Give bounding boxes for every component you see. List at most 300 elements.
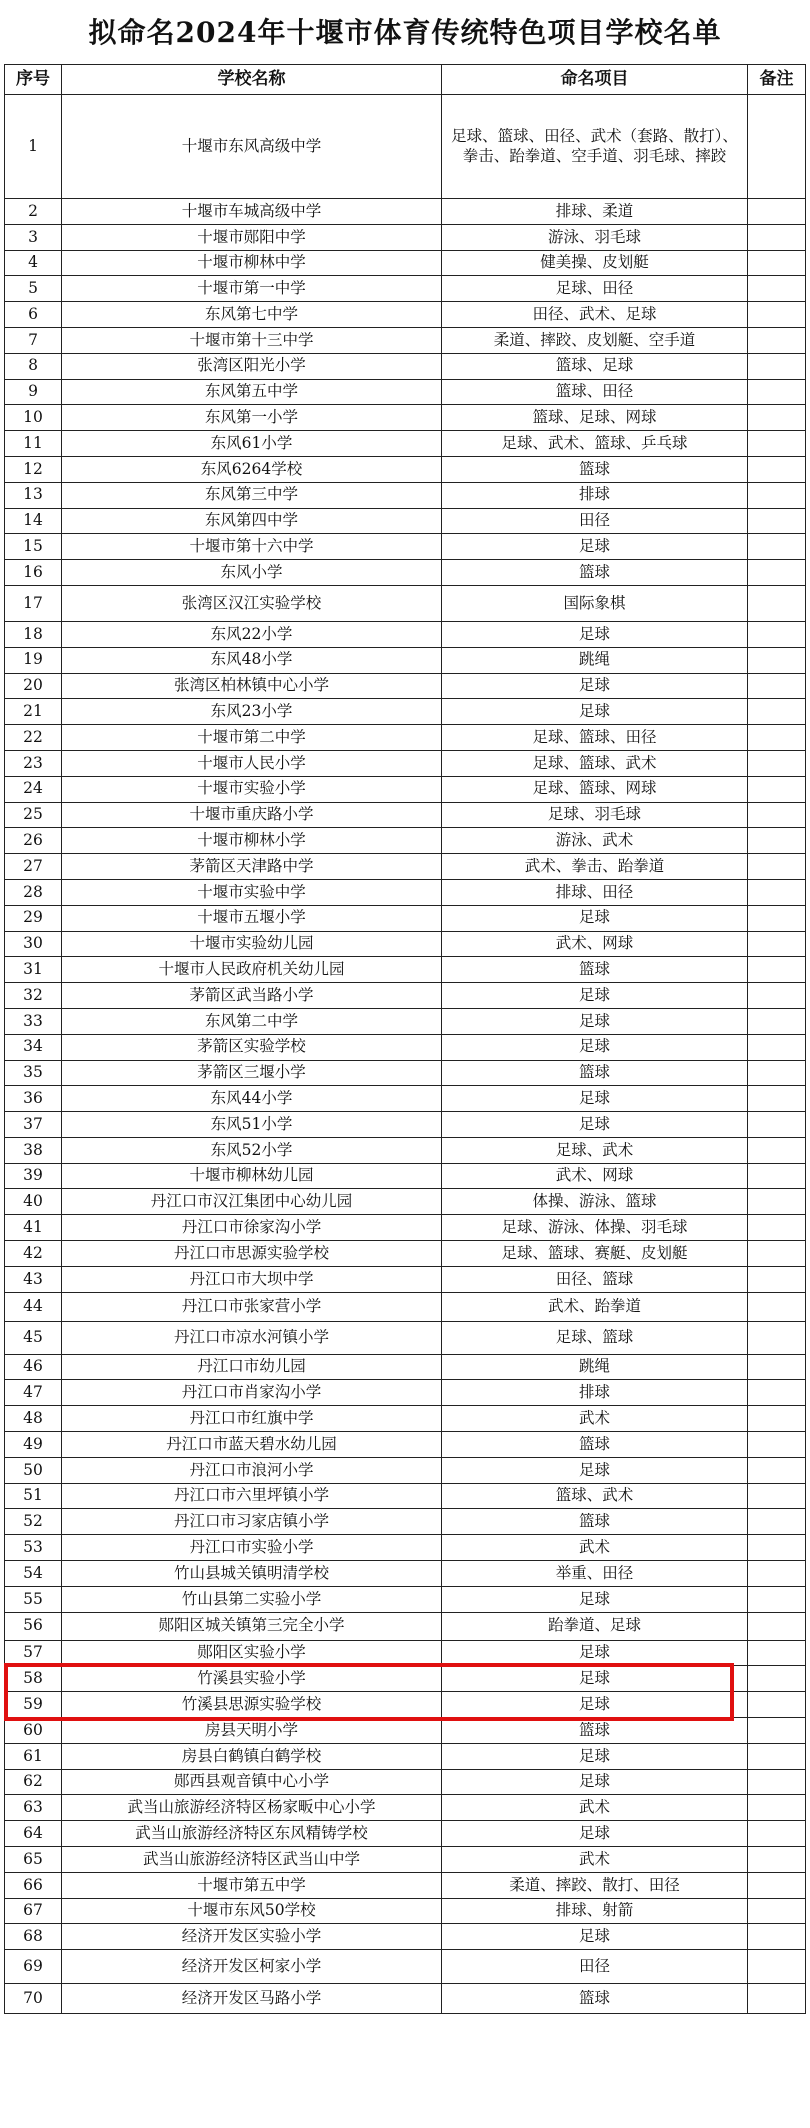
row-number-cell: 17 bbox=[4, 586, 62, 622]
sport-items-cell: 足球 bbox=[442, 1458, 748, 1484]
note-cell bbox=[748, 1086, 806, 1112]
sport-items-cell: 足球 bbox=[442, 906, 748, 932]
school-name-cell: 东风6264学校 bbox=[62, 457, 442, 483]
row-number-cell: 6 bbox=[4, 302, 62, 328]
header-note: 备注 bbox=[748, 64, 806, 95]
school-name-cell: 丹江口市肖家沟小学 bbox=[62, 1380, 442, 1406]
school-name-cell: 房县天明小学 bbox=[62, 1718, 442, 1744]
sport-items-cell: 足球、田径 bbox=[442, 276, 748, 302]
school-name-cell: 丹江口市六里坪镇小学 bbox=[62, 1484, 442, 1510]
row-number-cell: 58 bbox=[4, 1666, 62, 1692]
school-name-cell: 丹江口市汉江集团中心幼儿园 bbox=[62, 1189, 442, 1215]
school-name-cell: 丹江口市幼儿园 bbox=[62, 1355, 442, 1381]
sport-items-cell: 排球、柔道 bbox=[442, 199, 748, 225]
table-row bbox=[4, 725, 806, 751]
school-name-cell: 武当山旅游经济特区武当山中学 bbox=[62, 1847, 442, 1873]
note-cell bbox=[748, 1432, 806, 1458]
note-cell bbox=[748, 751, 806, 777]
school-name-cell: 茅箭区三堰小学 bbox=[62, 1061, 442, 1087]
note-cell bbox=[748, 1718, 806, 1744]
row-number-cell: 39 bbox=[4, 1164, 62, 1190]
row-number-cell: 66 bbox=[4, 1873, 62, 1899]
row-number-cell: 32 bbox=[4, 983, 62, 1009]
row-number-cell: 8 bbox=[4, 354, 62, 380]
sport-items-cell: 健美操、皮划艇 bbox=[442, 251, 748, 277]
sport-items-cell: 田径、篮球 bbox=[442, 1267, 748, 1293]
table-row bbox=[4, 1613, 806, 1641]
sport-items-cell: 排球 bbox=[442, 483, 748, 509]
school-name-cell: 茅箭区武当路小学 bbox=[62, 983, 442, 1009]
table-row bbox=[4, 251, 806, 277]
school-name-cell: 丹江口市大坝中学 bbox=[62, 1267, 442, 1293]
sport-items-cell: 柔道、摔跤、皮划艇、空手道 bbox=[442, 328, 748, 354]
row-number-cell: 57 bbox=[4, 1641, 62, 1667]
row-number-cell: 52 bbox=[4, 1509, 62, 1535]
note-cell bbox=[748, 586, 806, 622]
sport-items-cell: 武术 bbox=[442, 1795, 748, 1821]
school-name-cell: 丹江口市蓝天碧水幼儿园 bbox=[62, 1432, 442, 1458]
table-row bbox=[4, 560, 806, 586]
note-cell bbox=[748, 1484, 806, 1510]
note-cell bbox=[748, 1009, 806, 1035]
sport-items-cell: 柔道、摔跤、散打、田径 bbox=[442, 1873, 748, 1899]
note-cell bbox=[748, 1795, 806, 1821]
sport-items-cell: 跳绳 bbox=[442, 1355, 748, 1381]
row-number-cell: 20 bbox=[4, 674, 62, 700]
table-row bbox=[4, 1432, 806, 1458]
note-cell bbox=[748, 648, 806, 674]
school-name-cell: 十堰市东风50学校 bbox=[62, 1899, 442, 1925]
row-number-cell: 51 bbox=[4, 1484, 62, 1510]
sport-items-cell: 篮球、足球 bbox=[442, 354, 748, 380]
school-name-cell: 十堰市第一中学 bbox=[62, 276, 442, 302]
row-number-cell: 11 bbox=[4, 431, 62, 457]
row-number-cell: 70 bbox=[4, 1984, 62, 2014]
table-row bbox=[4, 1666, 806, 1692]
sport-items-cell: 足球 bbox=[442, 983, 748, 1009]
sport-items-cell: 足球、游泳、体操、羽毛球 bbox=[442, 1215, 748, 1241]
school-name-cell: 十堰市柳林幼儿园 bbox=[62, 1164, 442, 1190]
school-name-cell: 郧阳区城关镇第三完全小学 bbox=[62, 1613, 442, 1641]
school-name-cell: 十堰市第十三中学 bbox=[62, 328, 442, 354]
school-name-cell: 张湾区阳光小学 bbox=[62, 354, 442, 380]
school-name-cell: 东风第五中学 bbox=[62, 380, 442, 406]
note-cell bbox=[748, 251, 806, 277]
table-row bbox=[4, 1086, 806, 1112]
sport-items-cell: 篮球、足球、网球 bbox=[442, 405, 748, 431]
row-number-cell: 1 bbox=[4, 95, 62, 199]
row-number-cell: 18 bbox=[4, 622, 62, 648]
note-cell bbox=[748, 1666, 806, 1692]
row-number-cell: 54 bbox=[4, 1561, 62, 1587]
table-row bbox=[4, 1718, 806, 1744]
note-cell bbox=[748, 828, 806, 854]
table-row bbox=[4, 276, 806, 302]
note-cell bbox=[748, 560, 806, 586]
row-number-cell: 26 bbox=[4, 828, 62, 854]
note-cell bbox=[748, 509, 806, 535]
sport-items-cell: 足球 bbox=[442, 674, 748, 700]
table-row bbox=[4, 1899, 806, 1925]
table-row bbox=[4, 777, 806, 803]
sport-items-cell: 足球 bbox=[442, 622, 748, 648]
note-cell bbox=[748, 276, 806, 302]
note-cell bbox=[748, 1899, 806, 1925]
table-row bbox=[4, 1847, 806, 1873]
row-number-cell: 68 bbox=[4, 1924, 62, 1950]
row-number-cell: 7 bbox=[4, 328, 62, 354]
school-name-cell: 东风52小学 bbox=[62, 1138, 442, 1164]
school-name-cell: 东风第二中学 bbox=[62, 1009, 442, 1035]
table-row bbox=[4, 983, 806, 1009]
note-cell bbox=[748, 431, 806, 457]
row-number-cell: 53 bbox=[4, 1535, 62, 1561]
table-row bbox=[4, 509, 806, 535]
sport-items-cell: 田径 bbox=[442, 1950, 748, 1984]
note-cell bbox=[748, 380, 806, 406]
school-name-cell: 东风第一小学 bbox=[62, 405, 442, 431]
school-name-cell: 竹溪县思源实验学校 bbox=[62, 1692, 442, 1718]
note-cell bbox=[748, 457, 806, 483]
note-cell bbox=[748, 1189, 806, 1215]
row-number-cell: 56 bbox=[4, 1613, 62, 1641]
row-number-cell: 33 bbox=[4, 1009, 62, 1035]
sport-items-cell: 篮球 bbox=[442, 560, 748, 586]
note-cell bbox=[748, 1293, 806, 1322]
sport-items-cell: 足球 bbox=[442, 1641, 748, 1667]
table-row bbox=[4, 1241, 806, 1267]
row-number-cell: 62 bbox=[4, 1770, 62, 1796]
school-name-cell: 丹江口市浪河小学 bbox=[62, 1458, 442, 1484]
table-row bbox=[4, 803, 806, 829]
school-name-cell: 十堰市第二中学 bbox=[62, 725, 442, 751]
row-number-cell: 24 bbox=[4, 777, 62, 803]
sport-items-cell: 跆拳道、足球 bbox=[442, 1613, 748, 1641]
table-row bbox=[4, 648, 806, 674]
school-name-cell: 茅箭区实验学校 bbox=[62, 1035, 442, 1061]
row-number-cell: 34 bbox=[4, 1035, 62, 1061]
note-cell bbox=[748, 199, 806, 225]
school-name-cell: 东风第七中学 bbox=[62, 302, 442, 328]
row-number-cell: 3 bbox=[4, 225, 62, 251]
table-row bbox=[4, 1984, 806, 2014]
school-name-cell: 郧西县观音镇中心小学 bbox=[62, 1770, 442, 1796]
school-name-cell: 张湾区汉江实验学校 bbox=[62, 586, 442, 622]
sport-items-cell: 武术 bbox=[442, 1847, 748, 1873]
sport-items-cell: 足球、篮球、赛艇、皮划艇 bbox=[442, 1241, 748, 1267]
school-name-cell: 丹江口市徐家沟小学 bbox=[62, 1215, 442, 1241]
row-number-cell: 31 bbox=[4, 957, 62, 983]
note-cell bbox=[748, 1509, 806, 1535]
sport-items-cell: 足球、篮球、网球 bbox=[442, 777, 748, 803]
note-cell bbox=[748, 957, 806, 983]
note-cell bbox=[748, 1984, 806, 2014]
row-number-cell: 22 bbox=[4, 725, 62, 751]
row-number-cell: 9 bbox=[4, 380, 62, 406]
sport-items-cell: 游泳、武术 bbox=[442, 828, 748, 854]
school-name-cell: 十堰市实验小学 bbox=[62, 777, 442, 803]
note-cell bbox=[748, 1241, 806, 1267]
row-number-cell: 61 bbox=[4, 1744, 62, 1770]
school-name-cell: 十堰市实验幼儿园 bbox=[62, 932, 442, 958]
sport-items-cell: 篮球 bbox=[442, 1718, 748, 1744]
sport-items-cell: 足球 bbox=[442, 1770, 748, 1796]
note-cell bbox=[748, 405, 806, 431]
table-row bbox=[4, 1267, 806, 1293]
note-cell bbox=[748, 1138, 806, 1164]
school-name-cell: 东风小学 bbox=[62, 560, 442, 586]
school-name-cell: 东风第四中学 bbox=[62, 509, 442, 535]
table-row bbox=[4, 1821, 806, 1847]
row-number-cell: 12 bbox=[4, 457, 62, 483]
sport-items-cell: 篮球 bbox=[442, 1509, 748, 1535]
table-row bbox=[4, 622, 806, 648]
row-number-cell: 69 bbox=[4, 1950, 62, 1984]
school-name-cell: 武当山旅游经济特区杨家畈中心小学 bbox=[62, 1795, 442, 1821]
row-number-cell: 42 bbox=[4, 1241, 62, 1267]
table-row bbox=[4, 1484, 806, 1510]
school-name-cell: 十堰市重庆路小学 bbox=[62, 803, 442, 829]
row-number-cell: 19 bbox=[4, 648, 62, 674]
table-row bbox=[4, 906, 806, 932]
note-cell bbox=[748, 1744, 806, 1770]
note-cell bbox=[748, 1821, 806, 1847]
school-name-cell: 东风61小学 bbox=[62, 431, 442, 457]
table-row bbox=[4, 699, 806, 725]
table-row bbox=[4, 1009, 806, 1035]
school-name-cell: 十堰市人民小学 bbox=[62, 751, 442, 777]
row-number-cell: 48 bbox=[4, 1406, 62, 1432]
row-number-cell: 37 bbox=[4, 1112, 62, 1138]
row-number-cell: 5 bbox=[4, 276, 62, 302]
note-cell bbox=[748, 1641, 806, 1667]
table-row bbox=[4, 1458, 806, 1484]
sport-items-cell: 足球 bbox=[442, 1924, 748, 1950]
school-name-cell: 丹江口市张家营小学 bbox=[62, 1293, 442, 1322]
note-cell bbox=[748, 699, 806, 725]
table-row bbox=[4, 1061, 806, 1087]
row-number-cell: 29 bbox=[4, 906, 62, 932]
table-body bbox=[4, 95, 806, 2014]
table-row bbox=[4, 328, 806, 354]
row-number-cell: 27 bbox=[4, 854, 62, 880]
note-cell bbox=[748, 906, 806, 932]
note-cell bbox=[748, 1164, 806, 1190]
note-cell bbox=[748, 1355, 806, 1381]
sport-items-cell: 篮球、武术 bbox=[442, 1484, 748, 1510]
sport-items-cell: 足球 bbox=[442, 1666, 748, 1692]
row-number-cell: 21 bbox=[4, 699, 62, 725]
table-row bbox=[4, 1795, 806, 1821]
note-cell bbox=[748, 1561, 806, 1587]
note-cell bbox=[748, 1267, 806, 1293]
note-cell bbox=[748, 622, 806, 648]
note-cell bbox=[748, 1950, 806, 1984]
table-row bbox=[4, 534, 806, 560]
school-name-cell: 东风23小学 bbox=[62, 699, 442, 725]
table-row bbox=[4, 1561, 806, 1587]
school-name-cell: 丹江口市凉水河镇小学 bbox=[62, 1322, 442, 1355]
row-number-cell: 67 bbox=[4, 1899, 62, 1925]
note-cell bbox=[748, 354, 806, 380]
note-cell bbox=[748, 1035, 806, 1061]
school-name-cell: 张湾区柏林镇中心小学 bbox=[62, 674, 442, 700]
sport-items-cell: 武术 bbox=[442, 1406, 748, 1432]
table-row bbox=[4, 225, 806, 251]
table-row bbox=[4, 380, 806, 406]
school-name-cell: 丹江口市实验小学 bbox=[62, 1535, 442, 1561]
table-row bbox=[4, 1587, 806, 1613]
sport-items-cell: 篮球 bbox=[442, 1061, 748, 1087]
school-name-cell: 丹江口市习家店镇小学 bbox=[62, 1509, 442, 1535]
table-row bbox=[4, 431, 806, 457]
row-number-cell: 30 bbox=[4, 932, 62, 958]
sport-items-cell: 足球、篮球、武术 bbox=[442, 751, 748, 777]
note-cell bbox=[748, 725, 806, 751]
table-row bbox=[4, 354, 806, 380]
row-number-cell: 63 bbox=[4, 1795, 62, 1821]
note-cell bbox=[748, 302, 806, 328]
row-number-cell: 38 bbox=[4, 1138, 62, 1164]
row-number-cell: 65 bbox=[4, 1847, 62, 1873]
note-cell bbox=[748, 1061, 806, 1087]
table-row bbox=[4, 1924, 806, 1950]
row-number-cell: 43 bbox=[4, 1267, 62, 1293]
row-number-cell: 47 bbox=[4, 1380, 62, 1406]
sport-items-cell: 篮球 bbox=[442, 957, 748, 983]
table-row bbox=[4, 586, 806, 622]
school-name-cell: 武当山旅游经济特区东风精铸学校 bbox=[62, 1821, 442, 1847]
school-name-cell: 东风44小学 bbox=[62, 1086, 442, 1112]
sport-items-cell: 足球、武术 bbox=[442, 1138, 748, 1164]
school-name-cell: 东风48小学 bbox=[62, 648, 442, 674]
note-cell bbox=[748, 483, 806, 509]
sport-items-cell: 游泳、羽毛球 bbox=[442, 225, 748, 251]
sport-items-cell: 武术、网球 bbox=[442, 932, 748, 958]
school-name-cell: 竹山县城关镇明清学校 bbox=[62, 1561, 442, 1587]
note-cell bbox=[748, 880, 806, 906]
sport-items-cell: 排球、田径 bbox=[442, 880, 748, 906]
table-row bbox=[4, 751, 806, 777]
table-row bbox=[4, 932, 806, 958]
school-name-cell: 竹溪县实验小学 bbox=[62, 1666, 442, 1692]
note-cell bbox=[748, 95, 806, 199]
table-row bbox=[4, 1138, 806, 1164]
school-name-cell: 房县白鹤镇白鹤学校 bbox=[62, 1744, 442, 1770]
row-number-cell: 55 bbox=[4, 1587, 62, 1613]
note-cell bbox=[748, 1458, 806, 1484]
sport-items-cell: 跳绳 bbox=[442, 648, 748, 674]
school-name-cell: 十堰市第十六中学 bbox=[62, 534, 442, 560]
table-row bbox=[4, 1164, 806, 1190]
sport-items-cell: 体操、游泳、篮球 bbox=[442, 1189, 748, 1215]
table-row bbox=[4, 1035, 806, 1061]
row-number-cell: 28 bbox=[4, 880, 62, 906]
row-number-cell: 23 bbox=[4, 751, 62, 777]
note-cell bbox=[748, 1770, 806, 1796]
header-items: 命名项目 bbox=[442, 64, 748, 95]
note-cell bbox=[748, 328, 806, 354]
sport-items-cell: 国际象棋 bbox=[442, 586, 748, 622]
table-row bbox=[4, 302, 806, 328]
note-cell bbox=[748, 225, 806, 251]
sport-items-cell: 武术、网球 bbox=[442, 1164, 748, 1190]
table-row bbox=[4, 880, 806, 906]
note-cell bbox=[748, 803, 806, 829]
table-row bbox=[4, 1380, 806, 1406]
school-name-cell: 丹江口市思源实验学校 bbox=[62, 1241, 442, 1267]
table-row bbox=[4, 1535, 806, 1561]
school-name-cell: 茅箭区天津路中学 bbox=[62, 854, 442, 880]
school-name-cell: 十堰市柳林小学 bbox=[62, 828, 442, 854]
sport-items-cell: 足球 bbox=[442, 1086, 748, 1112]
row-number-cell: 16 bbox=[4, 560, 62, 586]
row-number-cell: 10 bbox=[4, 405, 62, 431]
note-cell bbox=[748, 534, 806, 560]
sport-items-cell: 武术、跆拳道 bbox=[442, 1293, 748, 1322]
note-cell bbox=[748, 932, 806, 958]
row-number-cell: 60 bbox=[4, 1718, 62, 1744]
table-row bbox=[4, 1112, 806, 1138]
header-school-name: 学校名称 bbox=[62, 64, 442, 95]
sport-items-cell: 足球、篮球、田径、武术（套路、散打）、拳击、跆拳道、空手道、羽毛球、摔跤 bbox=[442, 95, 748, 199]
sport-items-cell: 武术、拳击、跆拳道 bbox=[442, 854, 748, 880]
school-name-cell: 东风22小学 bbox=[62, 622, 442, 648]
school-name-cell: 十堰市东风高级中学 bbox=[62, 95, 442, 199]
school-name-cell: 东风51小学 bbox=[62, 1112, 442, 1138]
table-row bbox=[4, 457, 806, 483]
school-name-cell: 十堰市车城高级中学 bbox=[62, 199, 442, 225]
note-cell bbox=[748, 1873, 806, 1899]
sport-items-cell: 排球 bbox=[442, 1380, 748, 1406]
note-cell bbox=[748, 983, 806, 1009]
note-cell bbox=[748, 1924, 806, 1950]
sport-items-cell: 田径 bbox=[442, 509, 748, 535]
row-number-cell: 46 bbox=[4, 1355, 62, 1381]
table-row bbox=[4, 1873, 806, 1899]
sport-items-cell: 足球 bbox=[442, 1112, 748, 1138]
row-number-cell: 14 bbox=[4, 509, 62, 535]
sport-items-cell: 足球 bbox=[442, 699, 748, 725]
note-cell bbox=[748, 1847, 806, 1873]
row-number-cell: 13 bbox=[4, 483, 62, 509]
table-row bbox=[4, 674, 806, 700]
sport-items-cell: 足球、篮球 bbox=[442, 1322, 748, 1355]
table-row bbox=[4, 1692, 806, 1718]
note-cell bbox=[748, 1215, 806, 1241]
school-name-cell: 经济开发区柯家小学 bbox=[62, 1950, 442, 1984]
note-cell bbox=[748, 1112, 806, 1138]
table-row bbox=[4, 1641, 806, 1667]
note-cell bbox=[748, 1613, 806, 1641]
row-number-cell: 25 bbox=[4, 803, 62, 829]
row-number-cell: 41 bbox=[4, 1215, 62, 1241]
row-number-cell: 40 bbox=[4, 1189, 62, 1215]
row-number-cell: 4 bbox=[4, 251, 62, 277]
sport-items-cell: 足球 bbox=[442, 1587, 748, 1613]
sport-items-cell: 篮球 bbox=[442, 1432, 748, 1458]
sport-items-cell: 足球、武术、篮球、乒乓球 bbox=[442, 431, 748, 457]
row-number-cell: 15 bbox=[4, 534, 62, 560]
row-number-cell: 45 bbox=[4, 1322, 62, 1355]
school-name-cell: 十堰市实验中学 bbox=[62, 880, 442, 906]
row-number-cell: 50 bbox=[4, 1458, 62, 1484]
table-row bbox=[4, 1322, 806, 1355]
sport-items-cell: 足球 bbox=[442, 1692, 748, 1718]
table-row bbox=[4, 1355, 806, 1381]
row-number-cell: 59 bbox=[4, 1692, 62, 1718]
school-name-cell: 十堰市第五中学 bbox=[62, 1873, 442, 1899]
